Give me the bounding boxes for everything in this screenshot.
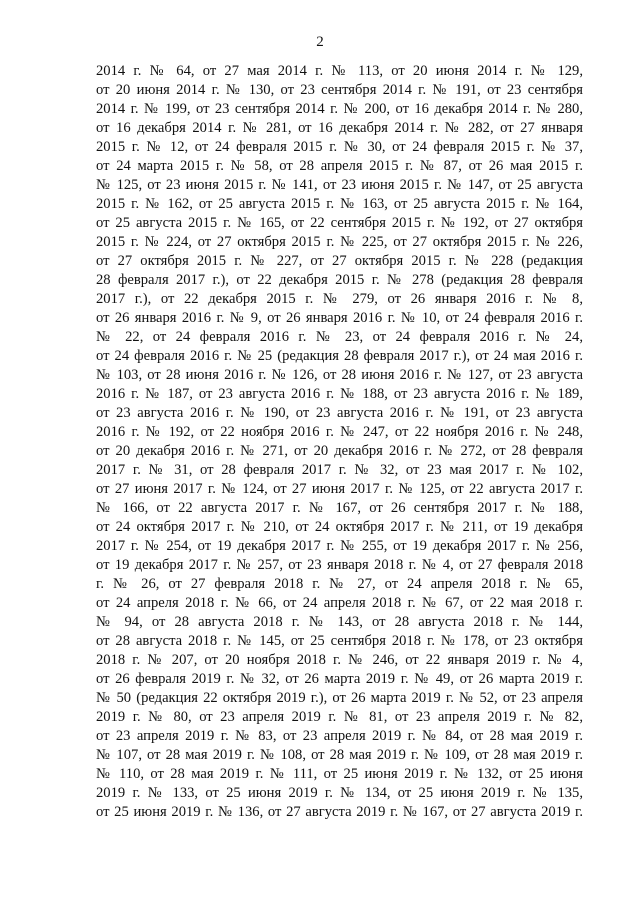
text-line: 2019 г. № 133, от 25 июня 2019 г. № 134, от 25 июня 2019 г. № 135, <box>96 785 583 801</box>
body-text <box>96 62 583 822</box>
text-line: от 24 октября 2017 г. № 210, от 24 октября 2017 г. № 211, от 19 декабря <box>96 519 583 535</box>
text-line: 2019 г. № 80, от 23 апреля 2019 г. № 81, от 23 апреля 2019 г. № 82, <box>96 709 583 725</box>
text-line: 2016 г. № 192, от 22 ноября 2016 г. № 247, от 22 ноября 2016 г. № 248, <box>96 424 583 440</box>
text-line: от 28 августа 2018 г. № 145, от 25 сентября 2018 г. № 178, от 23 октября <box>96 633 583 649</box>
text-line: от 16 декабря 2014 г. № 281, от 16 декабря 2014 г. № 282, от 27 января <box>96 120 583 136</box>
text-line: 2014 г. № 64, от 27 мая 2014 г. № 113, от 20 июня 2014 г. № 129, <box>96 63 583 79</box>
text-line: от 27 июня 2017 г. № 124, от 27 июня 2017 г. № 125, от 22 августа 2017 г. <box>96 481 583 497</box>
text-line: от 24 февраля 2016 г. № 25 (редакция 28 февраля 2017 г.), от 24 мая 2016 г. <box>96 348 583 364</box>
text-line: от 20 декабря 2016 г. № 271, от 20 декабря 2016 г. № 272, от 28 февраля <box>96 443 583 459</box>
text-line: 2016 г. № 187, от 23 августа 2016 г. № 188, от 23 августа 2016 г. № 189, <box>96 386 583 402</box>
text-line: от 25 августа 2015 г. № 165, от 22 сентября 2015 г. № 192, от 27 октября <box>96 215 583 231</box>
text-line: от 25 июня 2019 г. № 136, от 27 августа 2019 г. № 167, от 27 августа 2019 г. <box>96 804 583 820</box>
text-line: 2017 г.), от 22 декабря 2015 г. № 279, от 26 января 2016 г. № 8, <box>96 291 583 307</box>
text-line: 2017 г. № 31, от 28 февраля 2017 г. № 32, от 23 мая 2017 г. № 102, <box>96 462 583 478</box>
text-line: № 22, от 24 февраля 2016 г. № 23, от 24 февраля 2016 г. № 24, <box>96 329 583 345</box>
text-line: № 103, от 28 июня 2016 г. № 126, от 28 июня 2016 г. № 127, от 23 августа <box>96 367 583 383</box>
text-line: 2015 г. № 224, от 27 октября 2015 г. № 225, от 27 октября 2015 г. № 226, <box>96 234 583 250</box>
text-line: № 125, от 23 июня 2015 г. № 141, от 23 июня 2015 г. № 147, от 25 августа <box>96 177 583 193</box>
text-line: № 110, от 28 мая 2019 г. № 111, от 25 июня 2019 г. № 132, от 25 июня <box>96 766 583 782</box>
text-line: № 166, от 22 августа 2017 г. № 167, от 26 сентября 2017 г. № 188, <box>96 500 583 516</box>
text-line: № 50 (редакция 22 октября 2019 г.), от 26 марта 2019 г. № 52, от 23 апреля <box>96 690 583 706</box>
text-line: от 23 августа 2016 г. № 190, от 23 августа 2016 г. № 191, от 23 августа <box>96 405 583 421</box>
page-number: 2 <box>316 34 324 50</box>
text-line: 28 февраля 2017 г.), от 22 декабря 2015 г. № 278 (редакция 28 февраля <box>96 272 583 288</box>
text-line: от 26 января 2016 г. № 9, от 26 января 2016 г. № 10, от 24 февраля 2016 г. <box>96 310 583 326</box>
text-line: от 24 апреля 2018 г. № 66, от 24 апреля 2018 г. № 67, от 22 мая 2018 г. <box>96 595 583 611</box>
text-line: 2018 г. № 207, от 20 ноября 2018 г. № 246, от 22 января 2019 г. № 4, <box>96 652 583 668</box>
text-line: от 19 декабря 2017 г. № 257, от 23 января 2018 г. № 4, от 27 февраля 2018 <box>96 557 583 573</box>
text-line: г. № 26, от 27 февраля 2018 г. № 27, от 24 апреля 2018 г. № 65, <box>96 576 583 592</box>
text-line: 2015 г. № 162, от 25 августа 2015 г. № 163, от 25 августа 2015 г. № 164, <box>96 196 583 212</box>
text-line: от 20 июня 2014 г. № 130, от 23 сентября 2014 г. № 191, от 23 сентября <box>96 82 583 98</box>
text-line: от 26 февраля 2019 г. № 32, от 26 марта 2019 г. № 49, от 26 марта 2019 г. <box>96 671 583 687</box>
text-line: № 107, от 28 мая 2019 г. № 108, от 28 мая 2019 г. № 109, от 28 мая 2019 г. <box>96 747 583 763</box>
text-line: от 27 октября 2015 г. № 227, от 27 октября 2015 г. № 228 (редакция <box>96 253 583 269</box>
text-line: от 24 марта 2015 г. № 58, от 28 апреля 2015 г. № 87, от 26 мая 2015 г. <box>96 158 583 174</box>
text-line: 2017 г. № 254, от 19 декабря 2017 г. № 255, от 19 декабря 2017 г. № 256, <box>96 538 583 554</box>
text-line: 2015 г. № 12, от 24 февраля 2015 г. № 30, от 24 февраля 2015 г. № 37, <box>96 139 583 155</box>
text-line: 2014 г. № 199, от 23 сентября 2014 г. № 200, от 16 декабря 2014 г. № 280, <box>96 101 583 117</box>
text-line: № 94, от 28 августа 2018 г. № 143, от 28 августа 2018 г. № 144, <box>96 614 583 630</box>
text-line: от 23 апреля 2019 г. № 83, от 23 апреля 2019 г. № 84, от 28 мая 2019 г. <box>96 728 583 744</box>
